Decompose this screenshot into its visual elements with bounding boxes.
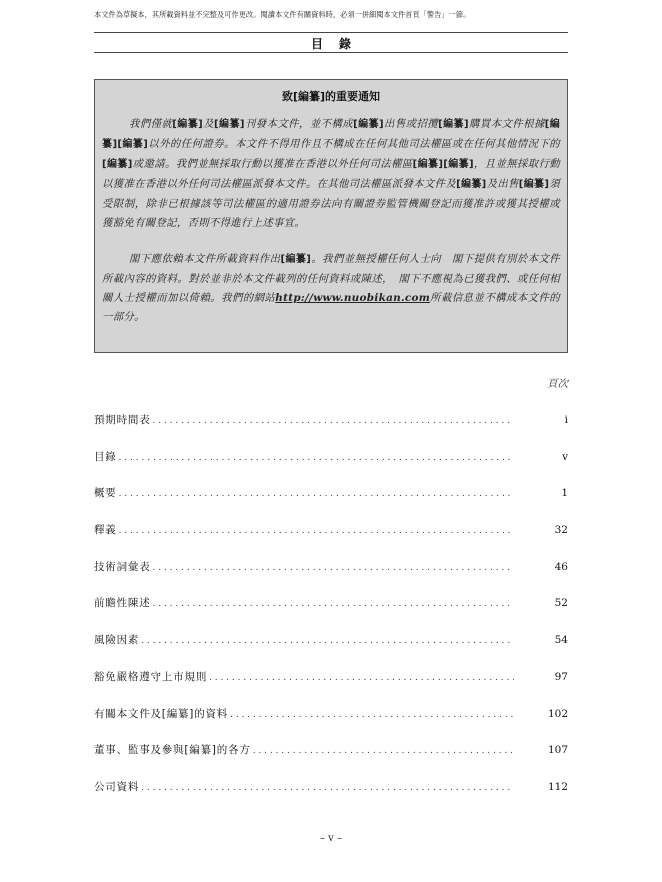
notice-text: 購買本文件根據 <box>468 118 545 130</box>
redacted-placeholder: [編纂] <box>353 119 384 130</box>
toc-entry[interactable] <box>94 779 568 816</box>
notice-text: 須受限制，除非已根據該等司法權區的適用證券法向有關證券監管機關登記而獲准許或獲其授權或獲豁免有關登記，否則不得進行上述事宜。 <box>102 177 560 229</box>
toc-entry[interactable] <box>94 449 568 486</box>
notice-text: 。我們並無授權任何人士向 閣下提供有別於本文件所載內容的資料。對於並非於本文件載列的任何資料或陳述， 閣下不應視為已獲我們、或任何相關人士授權而加以倚賴。我們的網站 <box>102 253 560 305</box>
notice-text: ，且並無採取行動以獲准在香港以外任何司法權區派發本文件。在其他司法權區派發本文件及 <box>102 157 560 190</box>
notice-text: 及 <box>203 118 215 130</box>
dot-leader <box>230 710 514 720</box>
website-link[interactable]: http://www.nuobikan.com <box>275 292 431 305</box>
notice-text: 刊發本文件，並不構成 <box>244 118 354 130</box>
toc-entry-title: 概要 <box>94 487 117 500</box>
redacted-placeholder: [編纂] <box>102 158 133 170</box>
redacted-placeholder: [編纂][編纂] <box>412 158 474 170</box>
important-notice-box <box>94 79 568 353</box>
page-number-footer: – v – <box>319 833 342 844</box>
heading-bottom-rule <box>94 52 568 53</box>
dot-leader <box>119 526 514 536</box>
toc-entry[interactable] <box>94 485 568 522</box>
dot-leader <box>153 416 515 426</box>
toc-entry[interactable] <box>94 742 568 779</box>
dot-leader <box>153 563 515 573</box>
toc-entry-page: 102 <box>547 707 568 720</box>
toc-entry[interactable] <box>94 522 568 559</box>
toc-entry[interactable] <box>94 669 568 706</box>
notice-title: 致[編纂]的重要通知 <box>281 90 381 103</box>
notice-text: 所載信息並不構成本文件的一部分。 <box>102 292 560 324</box>
toc-entry-page: 32 <box>554 524 568 537</box>
toc-entry-page: v <box>562 450 568 463</box>
dot-leader <box>153 599 515 609</box>
dot-leader <box>119 489 514 499</box>
redacted-placeholder: [編纂] <box>438 119 469 130</box>
toc-entry-title: 風險因素 <box>94 634 140 647</box>
toc-entry-title: 豁免嚴格遵守上市規則 <box>94 670 207 683</box>
toc-entry[interactable] <box>94 706 568 743</box>
toc-entry-title: 公司資料 <box>94 780 140 793</box>
redacted-placeholder: [編纂] <box>280 254 312 266</box>
toc-entry-page: i <box>564 414 568 426</box>
toc-entry-page: 107 <box>547 744 568 757</box>
toc-entry[interactable] <box>94 595 568 632</box>
toc-entry-page: 97 <box>554 670 568 683</box>
notice-text: 及出售 <box>486 177 519 190</box>
toc-entry[interactable] <box>94 559 568 596</box>
toc-entry-page: 54 <box>554 634 568 647</box>
toc-entry-title: 有關本文件及[編纂]的資料 <box>94 707 229 720</box>
redacted-placeholder: [編纂] <box>518 178 550 190</box>
toc-entry-title: 目錄 <box>94 450 117 463</box>
redacted-placeholder: [編纂][編纂] <box>102 119 561 150</box>
toc-entry-title: 技術詞彙表 <box>94 560 151 573</box>
toc-entry-title: 董事、監事及參與[編纂]的各方 <box>94 744 251 757</box>
page-column-label: 頁次 <box>547 378 568 390</box>
toc-entry-page: 46 <box>554 560 568 573</box>
dot-leader <box>141 783 514 793</box>
notice-paragraph-1 <box>102 115 560 232</box>
toc-entry[interactable] <box>94 632 568 669</box>
redacted-placeholder: [編纂] <box>456 178 487 190</box>
toc-entry-title: 前瞻性陳述 <box>94 597 151 610</box>
toc-entry-page: 1 <box>561 487 568 500</box>
redacted-placeholder: [編纂] <box>172 119 204 130</box>
notice-paragraph-2 <box>102 250 560 327</box>
toc-entry[interactable] <box>94 412 568 449</box>
heading-top-rule <box>94 32 568 33</box>
notice-text: 我們僅就 <box>129 118 173 130</box>
dot-leader <box>253 746 514 756</box>
dot-leader <box>119 453 514 463</box>
page-title: 目錄 <box>310 37 367 51</box>
draft-warning-header: 本文件為草擬本，其所載資料並不完整及可作更改。閱讀本文件有關資料時，必須一併細閱本文件首頁「警告」一節。 <box>94 10 471 19</box>
toc-entry-page: 112 <box>547 780 568 793</box>
notice-text: 以外的任何證券。本文件不得用作且不構成在任何其他司法權區或在任何其他情況下的 <box>148 137 560 150</box>
dot-leader <box>141 636 514 646</box>
dot-leader <box>209 673 514 683</box>
table-of-contents <box>94 412 568 816</box>
notice-text: 出售或招攬 <box>383 118 439 130</box>
toc-entry-page: 52 <box>554 597 568 610</box>
notice-text: 閣下應依賴本文件所載資料作出 <box>129 253 281 266</box>
toc-entry-title: 預期時間表 <box>94 414 151 426</box>
redacted-placeholder: [編纂] <box>214 119 245 130</box>
notice-text: 或邀請。我們並無採取行動以獲准在香港以外任何司法權區 <box>132 157 413 170</box>
toc-entry-title: 釋義 <box>94 524 117 537</box>
